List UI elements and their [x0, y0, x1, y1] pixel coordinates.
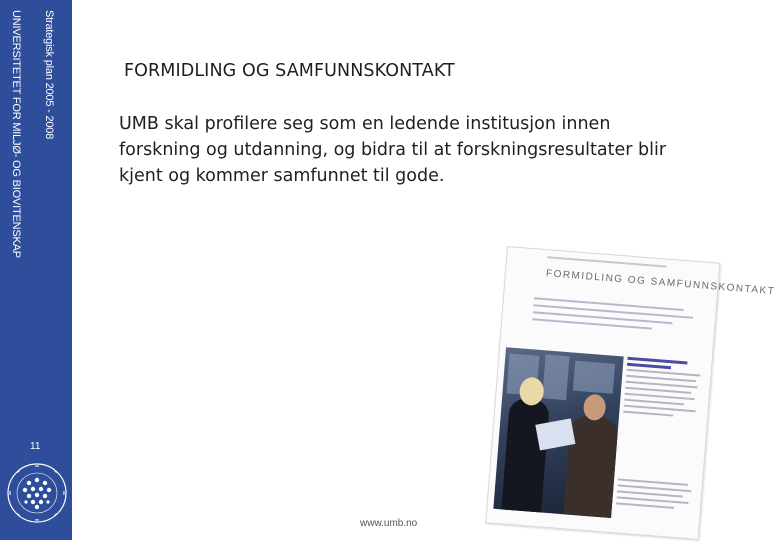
brochure-image	[485, 246, 776, 540]
brochure-photo	[493, 347, 623, 518]
footer-url: www.umb.no	[360, 518, 418, 529]
brochure-side-column	[623, 357, 703, 423]
brochure-text-line	[534, 297, 684, 311]
body-line: UMB skal profilere seg som en ledende institusjon innen	[119, 114, 611, 134]
body-line: kjent og kommer samfunnet til gode.	[119, 166, 445, 186]
university-name: UNIVERSITETET FOR MILJØ- OG BIOVITENSKAP	[10, 10, 22, 258]
slide-body	[119, 111, 709, 189]
brochure-title: FORMIDLING OG SAMFUNNSKONTAKT	[545, 268, 776, 298]
brochure-header-line	[547, 256, 667, 267]
body-line: forskning og utdanning, og bidra til at forskningsresultater blir	[119, 140, 667, 160]
strategic-plan-label: Strategisk plan 2005 - 2008	[43, 10, 55, 140]
page-number: 11	[30, 441, 41, 452]
slide-title: FORMIDLING OG SAMFUNNSKONTAKT	[124, 61, 455, 81]
brochure-side-column	[616, 478, 694, 514]
sidebar	[0, 0, 72, 540]
umb-seal-icon	[6, 462, 68, 524]
